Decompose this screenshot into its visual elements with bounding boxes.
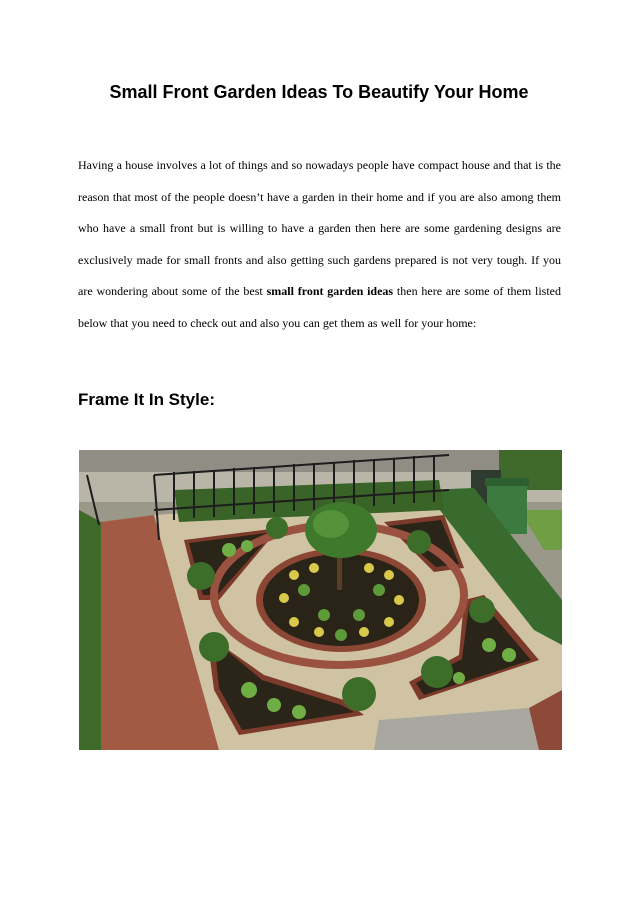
small-front-garden-photo bbox=[79, 450, 562, 750]
section-heading: Frame It In Style: bbox=[78, 390, 215, 409]
intro-text-part2: then here are some of them listed below that you need to check out and also you can get them as well for your home: bbox=[78, 284, 562, 330]
intro-paragraph bbox=[78, 150, 561, 339]
page-title: Small Front Garden Ideas To Beautify Your Home bbox=[109, 82, 529, 102]
intro-text-part1: Having a house involves a lot of things and so nowadays people have compact house and that is the reason that most of the people doesn’t have a garden in their home and if you are also among them who have a small front but is willing to have a garden then here are some gardening designs are exclusively made for small fronts and also getting such gardens prepared is not very tough. If you are wondering about some of the best bbox=[78, 158, 561, 298]
intro-bold-keyword: small front garden ideas bbox=[266, 284, 394, 298]
